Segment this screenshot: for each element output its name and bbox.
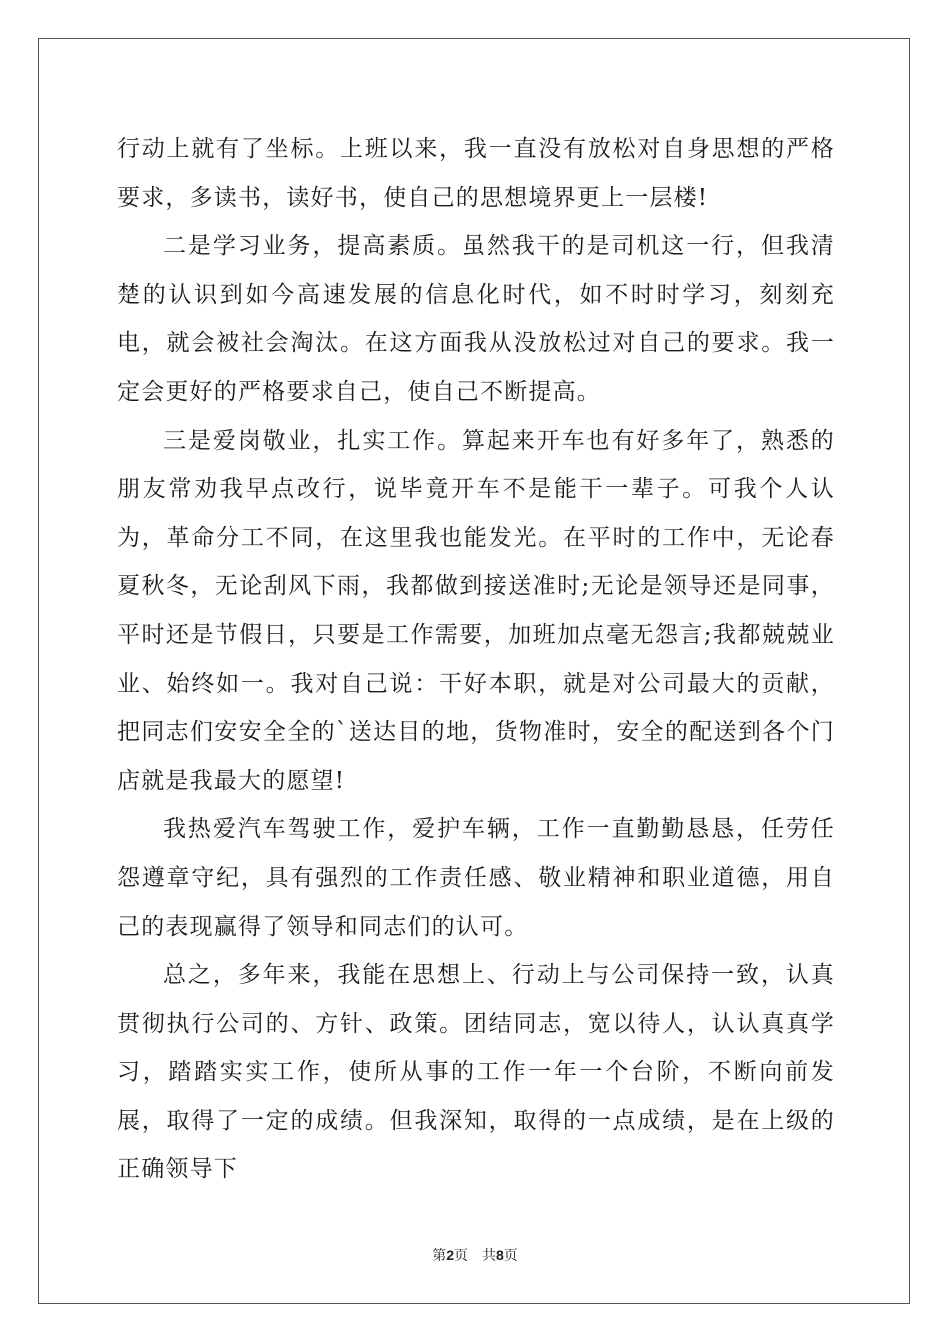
total-pages: 8 [496,1247,504,1263]
total-suffix: 页 [503,1248,518,1264]
total-prefix: 共 [482,1248,496,1264]
document-body [117,125,835,1194]
paragraph-continuation: 行动上就有了坐标。上班以来，我一直没有放松对自身思想的严格要求，多读书，读好书，使自己的思想境界更上一层楼! [117,136,835,211]
page-footer [0,1245,950,1265]
paragraph-summary: 总之，多年来，我能在思想上、行动上与公司保持一致，认真贯彻执行公司的、方针、政策。团结同志，宽以待人，认认真真学习，踏踏实实工作，使所从事的工作一年一个台阶，不断向前发展，取得了一定的成绩。但我深知，取得的一点成绩，是在上级的正确领导下 [117,962,835,1183]
page-number: 2 [446,1247,454,1263]
page-prefix: 第 [432,1248,447,1264]
paragraph-love-driving: 我热爱汽车驾驶工作，爱护车辆，工作一直勤勤恳恳，任劳任怨遵章守纪，具有强烈的工作责任感、敬业精神和职业道德，用自己的表现赢得了领导和同志们的认可。 [117,816,835,940]
page-suffix: 页 [454,1248,468,1264]
paragraph-study-business: 二是学习业务，提高素质。虽然我干的是司机这一行，但我清楚的认识到如今高速发展的信息化时代，如不时时学习，刻刻充电，就会被社会淘汰。在这方面我从没放松过对自己的要求。我一定会更好的严格要求自己，使自己不断提高。 [117,233,835,405]
paragraph-dedication: 三是爱岗敬业，扎实工作。算起来开车也有好多年了，熟悉的朋友常劝我早点改行，说毕竟开车不是能干一辈子。可我个人认为，革命分工不同，在这里我也能发光。在平时的工作中，无论春夏秋冬，无论刮风下雨，我都做到接送准时;无论是领导还是同事，平时还是节假日，只要是工作需要，加班加点毫无怨言;我都兢兢业业、始终如一。我对自己说：干好本职，就是对公司最大的贡献，把同志们安安全全的`送达目的地，货物准时，安全的配送到各个门店就是我最大的愿望! [117,427,835,794]
